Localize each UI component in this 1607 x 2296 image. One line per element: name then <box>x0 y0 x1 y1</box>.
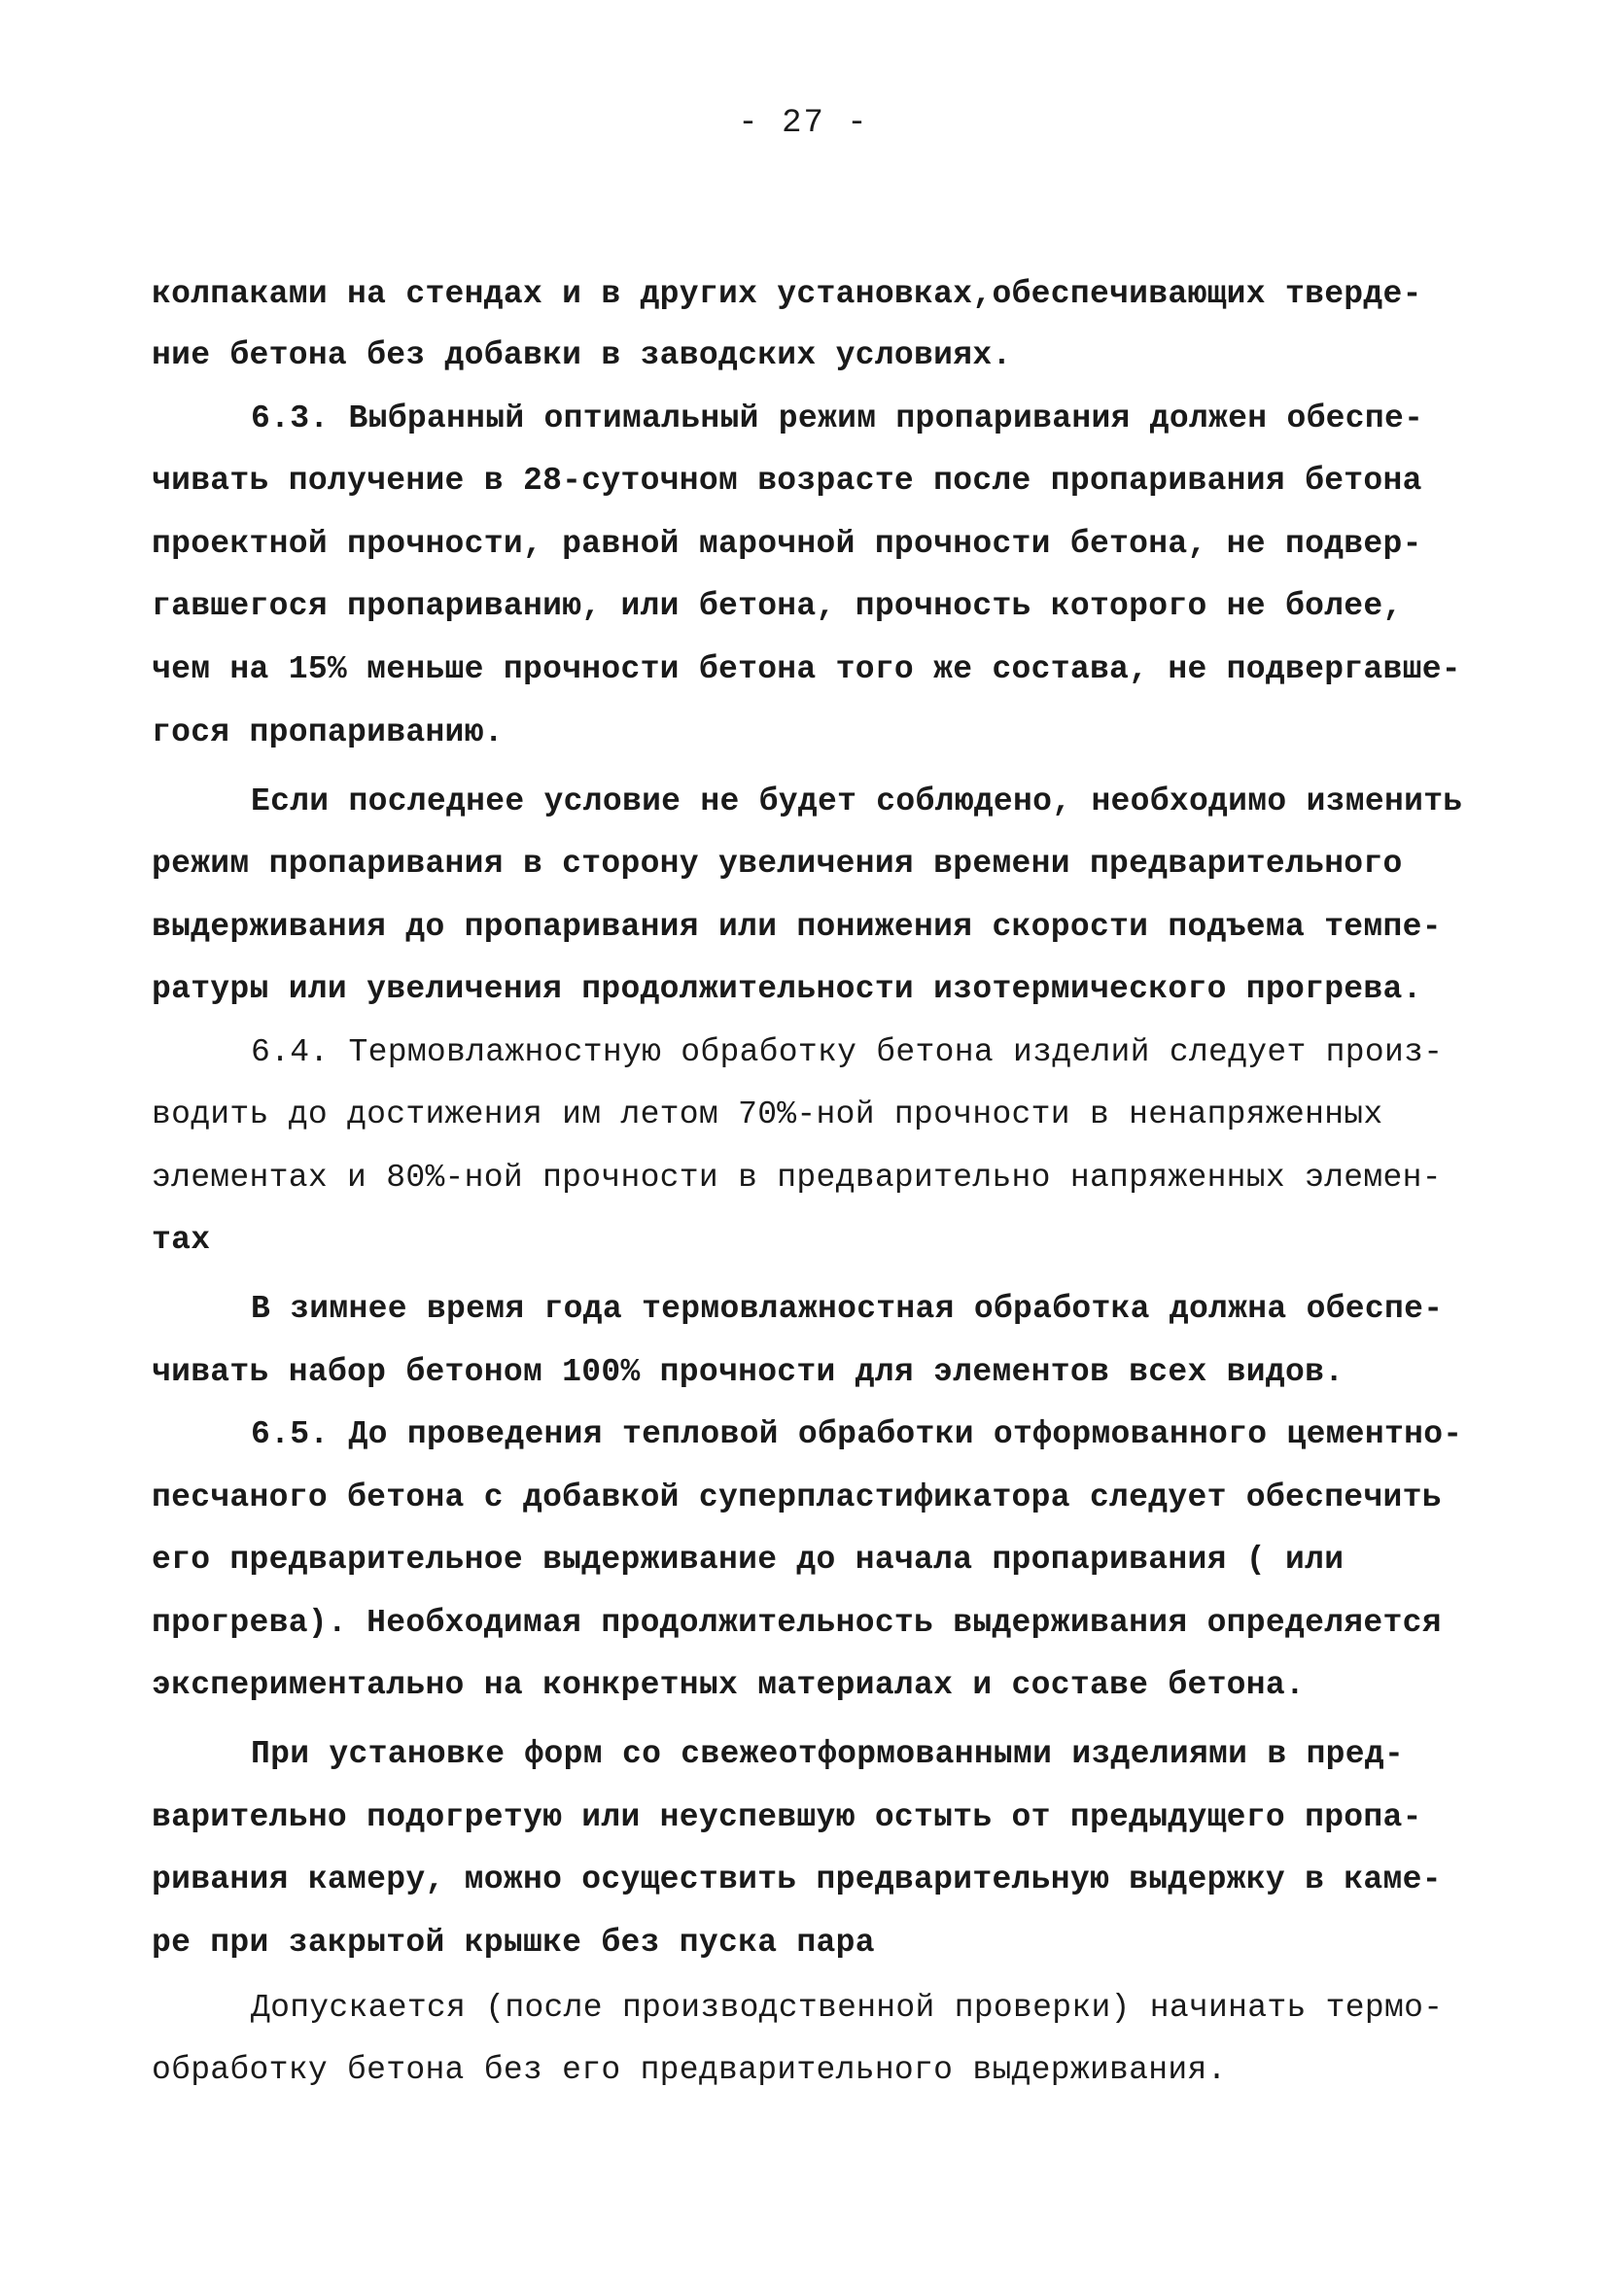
text-line: режим пропаривания в сторону увеличения времени предварительного <box>152 846 1403 882</box>
text-line: тах <box>152 1222 211 1258</box>
text-line: проектной прочности, равной марочной прочности бетона, не подвер- <box>152 526 1422 562</box>
text-line: Допускается (после производственной проверки) начинать термо- <box>251 1990 1444 2026</box>
text-line: гавшегося пропариванию, или бетона, прочность которого не более, <box>152 588 1403 624</box>
text-line: водить до достижения им летом 70%-ной прочности в ненапряженных <box>152 1096 1383 1132</box>
text-line: ре при закрытой крышке без пуска пара <box>152 1925 875 1961</box>
text-line: гося пропариванию. <box>152 714 504 750</box>
text-line: При установке форм со свежеотформованными изделиями в пред- <box>251 1736 1405 1772</box>
text-line: колпаками на стендах и в других установках,обеспечивающих тверде- <box>152 276 1422 312</box>
text-line: ние бетона без добавки в заводских условиях. <box>152 337 1012 373</box>
page-number: - 27 - <box>738 105 869 142</box>
text-line: экспериментально на конкретных материалах и составе бетона. <box>152 1667 1306 1703</box>
text-line: его предварительное выдерживание до начала пропаривания ( или <box>152 1542 1345 1578</box>
text-line: чем на 15% меньше прочности бетона того же состава, не подвергавше- <box>152 651 1461 687</box>
text-line: чивать набор бетоном 100% прочности для элементов всех видов. <box>152 1354 1345 1390</box>
text-line: Если последнее условие не будет соблюдено, необходимо изменить <box>251 783 1463 819</box>
text-line: выдерживания до пропаривания или понижения скорости подъема темпе- <box>152 909 1442 945</box>
text-line: ривания камеру, можно осуществить предварительную выдержку в каме- <box>152 1861 1442 1897</box>
text-line: варительно подогретую или неуспевшую остыть от предыдущего пропа- <box>152 1799 1422 1835</box>
text-line: чивать получение в 28-суточном возрасте после пропаривания бетона <box>152 463 1422 499</box>
text-line: прогрева). Необходимая продолжительность выдерживания определяется <box>152 1605 1442 1641</box>
text-line: ратуры или увеличения продолжительности изотермического прогрева. <box>152 971 1422 1007</box>
text-line: В зимнее время года термовлажностная обработка должна обеспе- <box>251 1291 1444 1327</box>
text-line: 6.3. Выбранный оптимальный режим пропаривания должен обеспе- <box>251 400 1424 436</box>
text-line: обработку бетона без его предварительного выдерживания. <box>152 2052 1227 2088</box>
text-line: 6.4. Термовлажностную обработку бетона изделий следует произ- <box>251 1034 1444 1070</box>
text-line: 6.5. До проведения тепловой обработки отформованного цементно- <box>251 1416 1463 1452</box>
text-line: элементах и 80%-ной прочности в предварительно напряженных элемен- <box>152 1160 1442 1196</box>
text-line: песчаного бетона с добавкой суперпластификатора следует обеспечить <box>152 1479 1442 1515</box>
